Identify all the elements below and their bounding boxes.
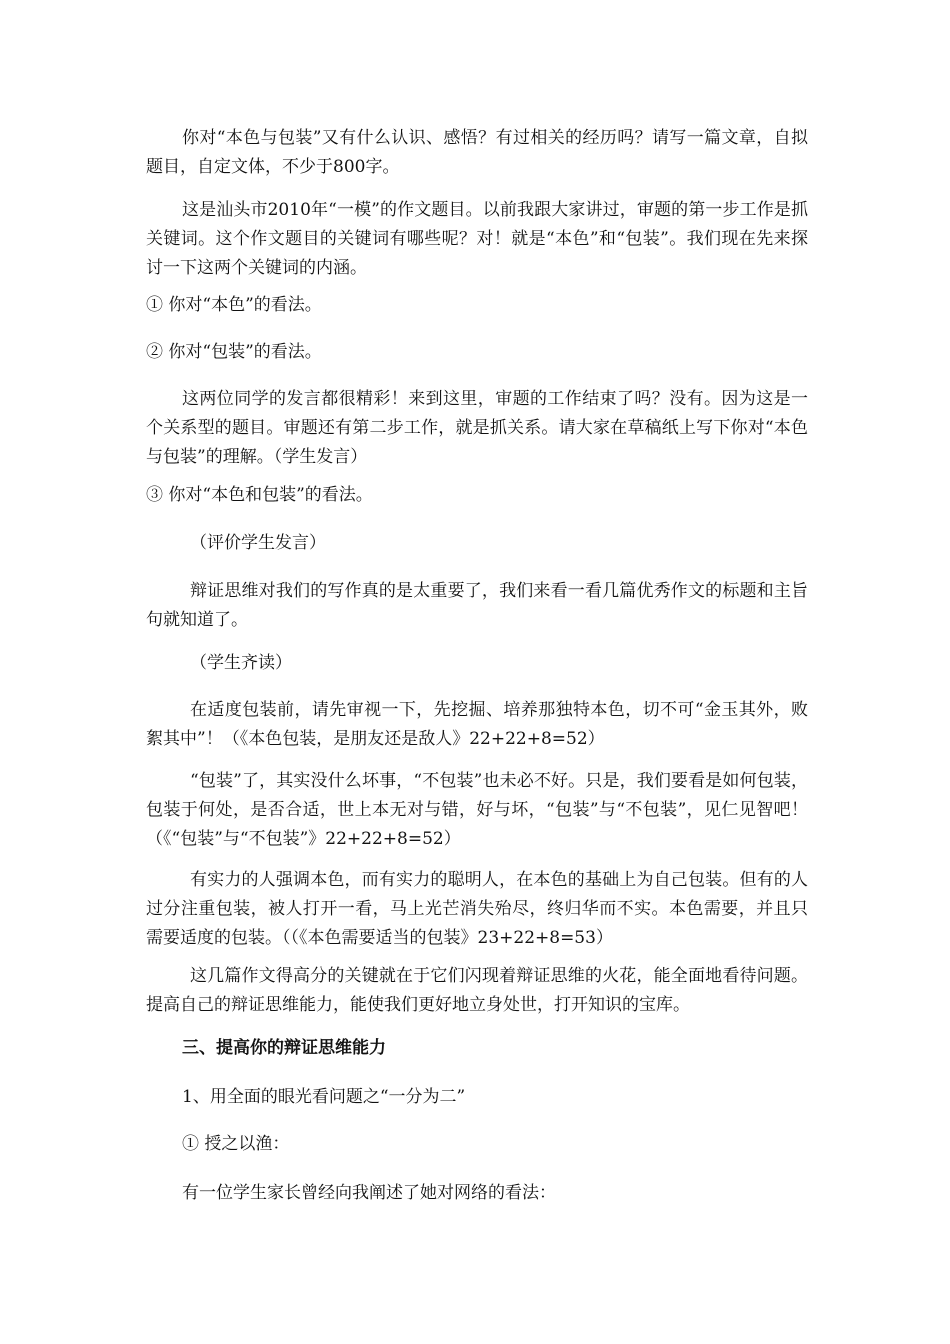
excerpt-1: 在适度包装前，请先审视一下，先挖掘、培养那独特本色，切不可“金玉其外，败絮其中”！（《本色包装，是朋友还是敌人》22+22+8=52） <box>146 700 808 749</box>
evaluate-note: （评价学生发言） <box>190 533 326 553</box>
question-3: ③ 你对“本色和包装”的看法。 <box>146 485 373 505</box>
excerpt-2: “包装”了，其实没什么坏事，“不包装”也未必不好。只是，我们要看是如何包装，包装于何处，是否合适，世上本无对与错，好与坏，“包装”与“不包装”，见仁见智吧！（《“包装”与“不包装”》22+22+8=52） <box>146 771 808 849</box>
exam-intro-paragraph: 这是汕头市2010年“一模”的作文题目。以前我跟大家讲过，审题的第一步工作是抓关键词。这个作文题目的关键词有哪些呢？对！就是“本色”和“包装”。我们现在先来探讨一下这两个关键词的内涵。 <box>146 200 808 278</box>
relation-paragraph: 这两位同学的发言都很精彩！来到这里，审题的工作结束了吗？没有。因为这是一个关系型的题目。审题还有第二步工作，就是抓关系。请大家在草稿纸上写下你对“本色与包装”的理解。（学生发言） <box>146 389 808 467</box>
subsection-heading: 1、用全面的眼光看问题之“一分为二” <box>182 1087 466 1107</box>
read-aloud-note: （学生齐读） <box>190 653 292 673</box>
question-2: ② 你对“包装”的看法。 <box>146 342 322 362</box>
question-1: ① 你对“本色”的看法。 <box>146 295 322 315</box>
excerpt-3: 有实力的人强调本色，而有实力的聪明人，在本色的基础上为自己包装。但有的人过分注重包装，被人打开一看，马上光芒消失殆尽，终归华而不实。本色需要，并且只需要适度的包装。（（《本色需要适当的包装》23+22+8=53） <box>146 870 808 948</box>
summary-paragraph: 这几篇作文得高分的关键就在于它们闪现着辩证思维的火花，能全面地看待问题。提高自己的辩证思维能力，能使我们更好地立身处世，打开知识的宝库。 <box>146 966 808 1015</box>
parent-view-paragraph: 有一位学生家长曾经向我阐述了她对网络的看法： <box>182 1183 556 1203</box>
task-prompt-paragraph: 你对“本色与包装”又有什么认识、感悟？有过相关的经历吗？请写一篇文章，自拟题目，自定文体，不少于800字。 <box>146 128 808 177</box>
dialectic-paragraph: 辩证思维对我们的写作真的是太重要了，我们来看一看几篇优秀作文的标题和主旨句就知道了。 <box>146 581 808 630</box>
section-heading: 三、提高你的辩证思维能力 <box>182 1038 386 1058</box>
point-heading: ① 授之以渔： <box>182 1134 290 1154</box>
